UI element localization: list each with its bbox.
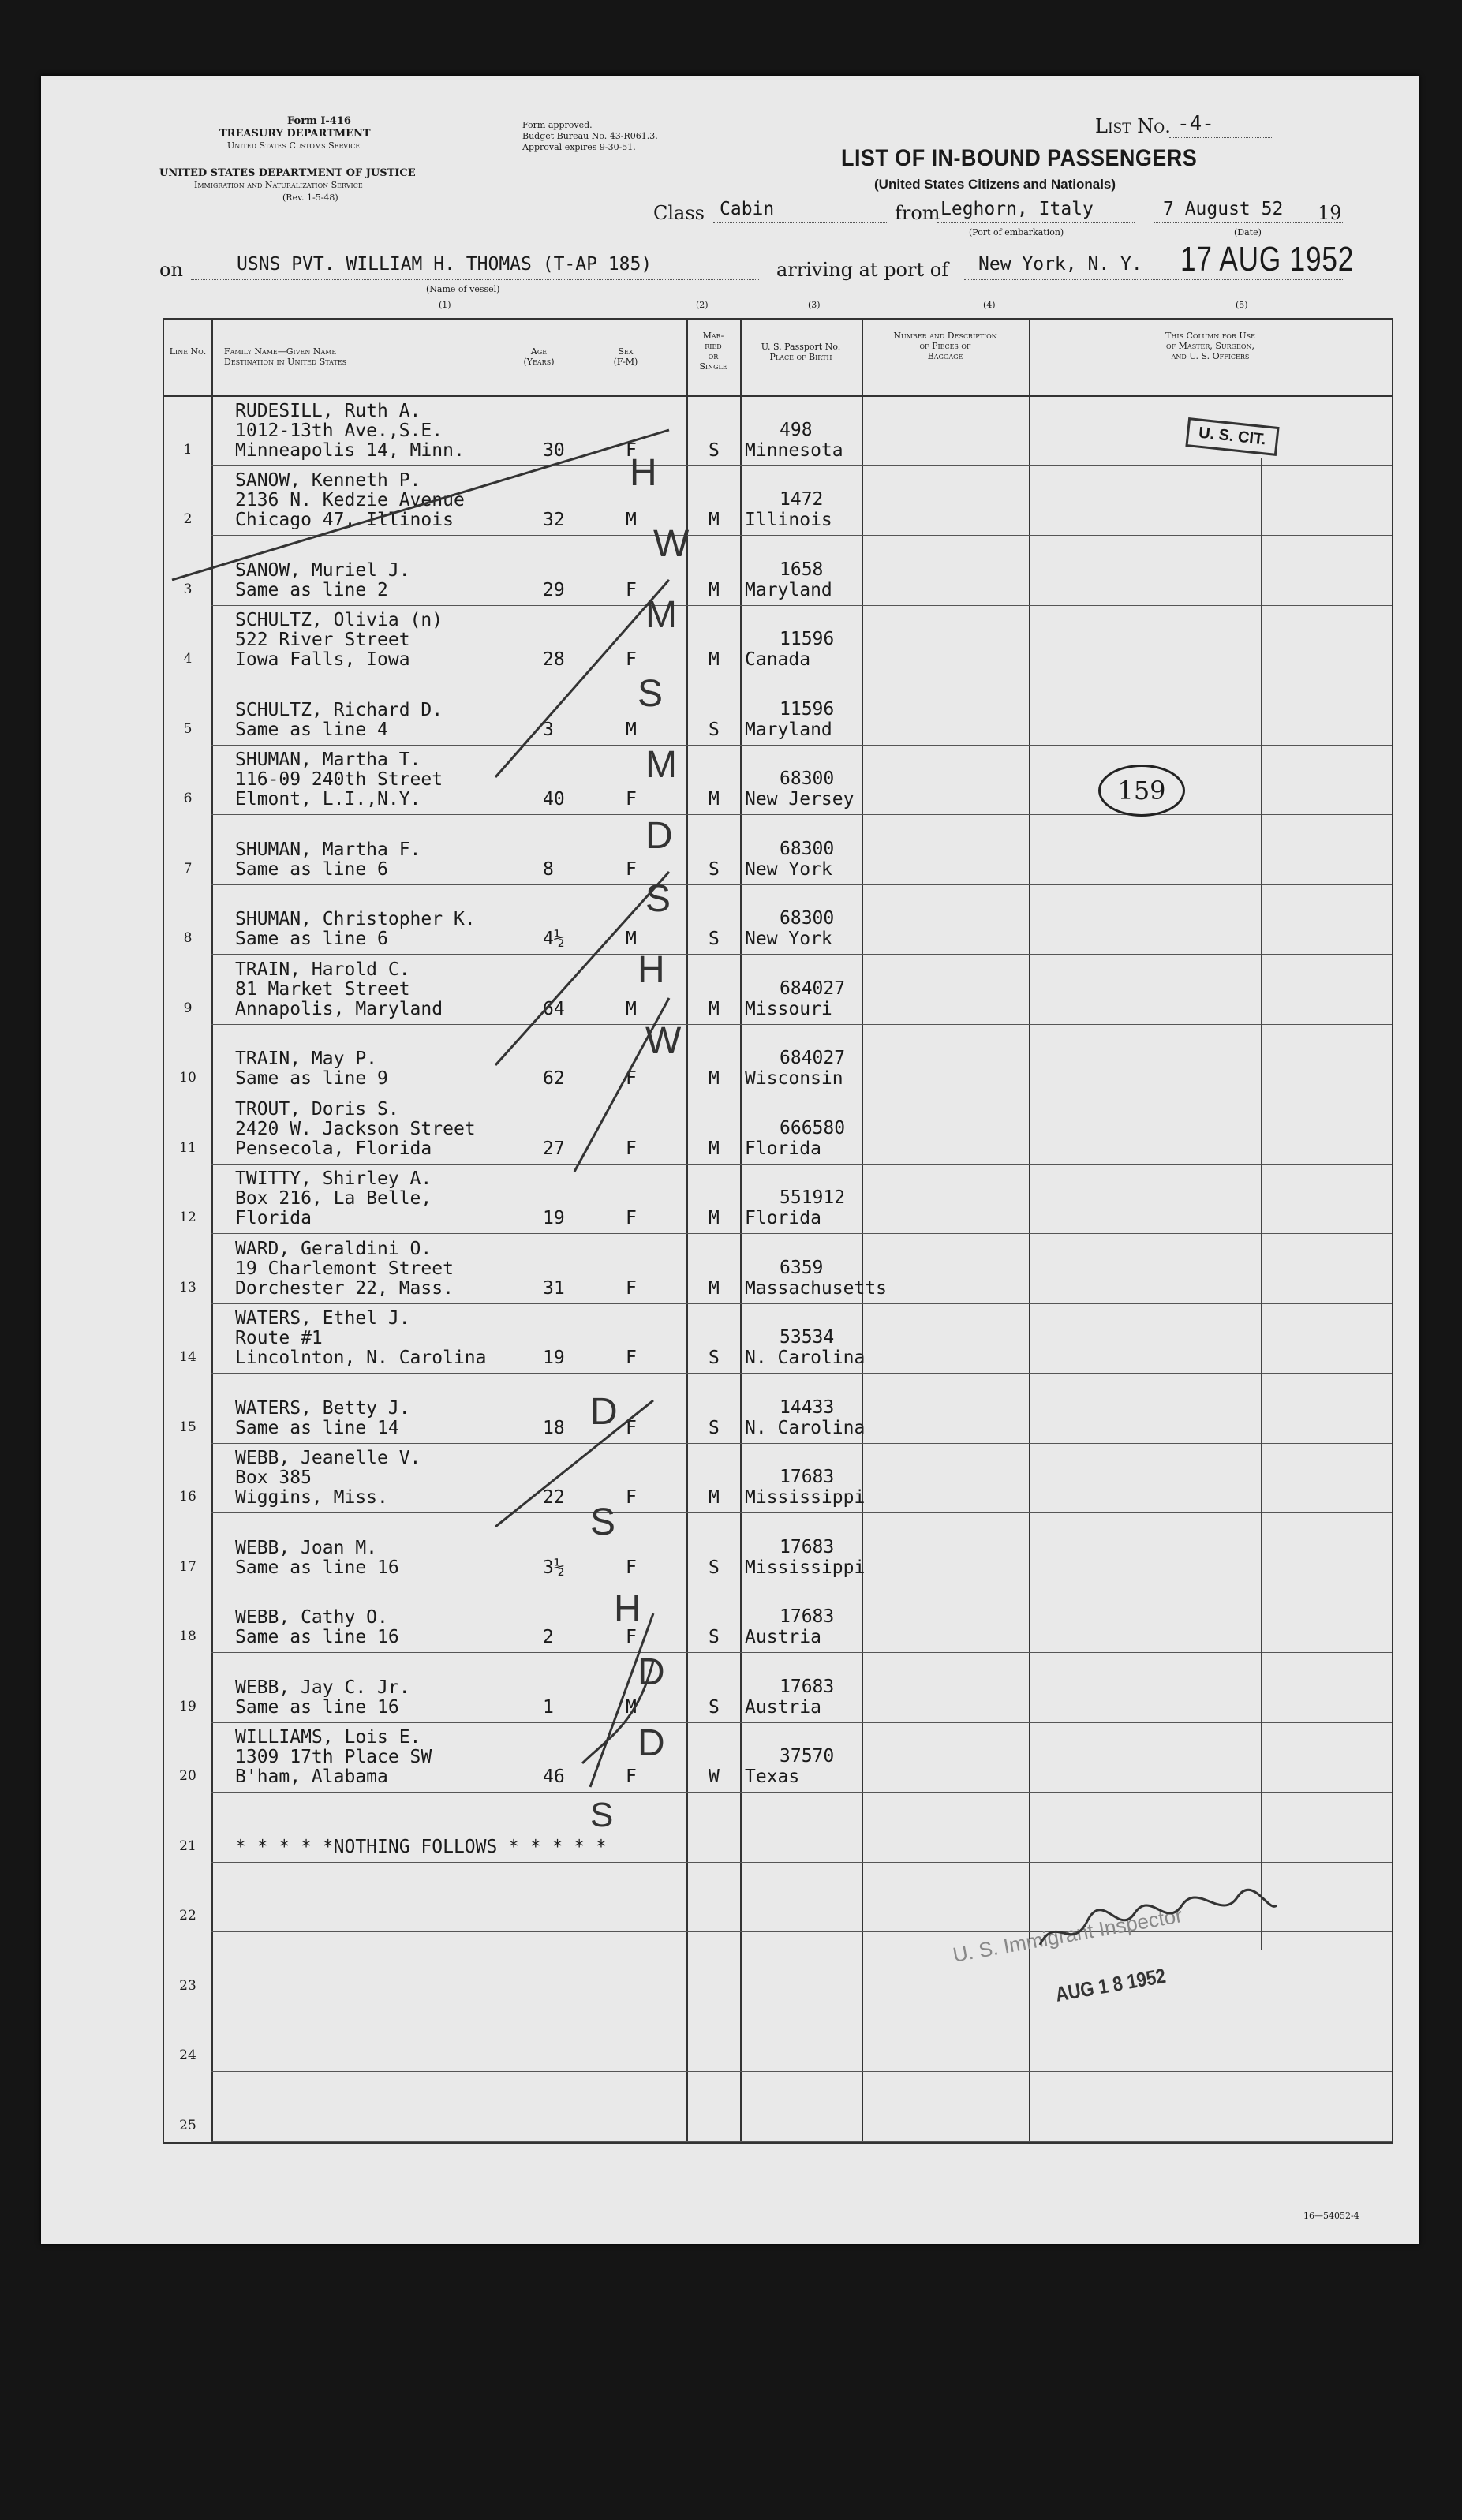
sex-value: M [626,719,637,740]
place-of-birth: Mississippi [745,1487,866,1508]
marital-status: M [709,510,720,530]
passenger-name: WEBB, Jay C. Jr. Same as line 16 [235,1677,410,1718]
marital-status: S [709,1348,720,1368]
place-of-birth: New York [745,858,832,880]
inspection-date-stamp: AUG 1 8 1952 [1053,1963,1168,2006]
marital-status: S [709,719,720,740]
place-of-birth: Austria [745,1627,821,1647]
passenger-name: TROUT, Doris S. 2420 W. Jackson Street Pensecola, Florida [235,1098,476,1159]
form-number: Form I-416 [287,115,351,127]
place-of-birth: Texas [745,1767,800,1787]
dept-line: United States Customs Service [227,140,361,151]
sex-value: M [626,510,637,530]
age-value: 27 [543,1138,565,1159]
place-of-birth: New York [745,929,832,949]
header-sex: Sex (F-M) [613,346,638,367]
place-of-birth: N. Carolina [745,1348,866,1368]
line-number: 4 [183,651,193,667]
passenger-name: TRAIN, May P. Same as line 9 [235,1049,388,1089]
sex-value: F [626,1138,637,1159]
passport-number: 498 [780,419,813,440]
marital-status: M [709,649,720,670]
sex-value: F [626,649,637,670]
marital-status: M [709,789,720,809]
page-subtitle: (United States Citizens and Nationals) [874,177,1116,192]
column-number: (1) [439,300,451,310]
vessel-name: USNS PVT. WILLIAM H. THOMAS (T-AP 185) [237,254,652,275]
header-baggage: Number and Description of Pieces of Baggage [893,331,997,361]
line-number: 7 [183,860,193,877]
line-number: 11 [179,1139,196,1156]
approval-line: Approval expires 9-30-51. [522,142,636,152]
line-number: 21 [179,1838,196,1854]
place-of-birth: Austria [745,1696,821,1718]
passport-number: 68300 [780,768,835,789]
passenger-name: WATERS, Ethel J. Route #1 Lincolnton, N. Carolina [235,1308,487,1368]
sex-value: F [626,858,637,880]
passenger-name: * * * * *NOTHING FOLLOWS * * * * * [235,1836,607,1857]
list-no-label: List No. [1095,115,1171,137]
age-value: 30 [543,439,565,461]
line-number: 15 [179,1419,196,1435]
passenger-name: SANOW, Muriel J. Same as line 2 [235,559,410,600]
passport-number: 684027 [780,978,846,999]
svg-text:H: H [614,1588,641,1630]
passenger-name: WEBB, Cathy O. Same as line 16 [235,1607,399,1647]
header-age: Age (Years) [523,346,555,367]
column-number: (2) [696,300,709,310]
line-number: 2 [183,511,193,527]
sailing-date: 7 August 52 [1163,199,1284,219]
header-line-no: Line No. [169,346,207,357]
column-number: (3) [808,300,821,310]
svg-text:D: D [645,815,673,857]
footer-code: 16—54052-4 [1303,2211,1359,2221]
place-of-birth: Canada [745,649,811,670]
list-no-value: -4- [1177,112,1214,136]
svg-text:H: H [638,949,665,991]
age-value: 31 [543,1277,565,1299]
passport-number: 37570 [780,1746,835,1767]
line-number: 23 [179,1977,196,1994]
passport-number: 11596 [780,698,835,720]
marital-status: S [709,1696,720,1718]
marital-status: M [709,1208,720,1228]
us-citizen-stamp: U. S. CIT. [1185,417,1279,456]
sex-value: F [626,1277,637,1299]
age-value: 4½ [543,929,565,949]
age-value: 18 [543,1417,565,1438]
sex-value: M [626,929,637,949]
class-label: Class [653,202,705,224]
place-of-birth: Mississippi [745,1557,866,1578]
on-label: on [159,259,183,281]
place-of-birth: Florida [745,1138,821,1159]
sex-value: M [626,998,637,1019]
arrival-port: New York, N. Y. [978,254,1142,275]
dept-line: UNITED STATES DEPARTMENT OF JUSTICE [159,167,416,179]
passenger-name: WEBB, Joan M. Same as line 16 [235,1537,399,1578]
svg-text:S: S [590,1796,614,1834]
marital-status: S [709,1417,720,1438]
place-of-birth: Florida [745,1208,821,1228]
passenger-name: TWITTY, Shirley A. Box 216, La Belle, Florida [235,1168,432,1228]
check-marks [164,320,1392,2142]
line-number: 14 [179,1349,196,1365]
passport-number: 68300 [780,838,835,859]
age-value: 28 [543,649,565,670]
header-officers: This Column for Use of Master, Surgeon, and U. S. Officers [1165,331,1255,361]
arrival-date-stamp: 17 AUG 1952 [1180,240,1355,279]
passport-number: 17683 [780,1606,835,1627]
marital-status: M [709,1277,720,1299]
marital-status: S [709,439,720,461]
passport-number: 14433 [780,1396,835,1418]
place-of-birth: Illinois [745,510,832,530]
passport-number: 6359 [780,1257,824,1278]
marital-status: S [709,1627,720,1647]
age-value: 3 [543,719,554,740]
column-number: (5) [1236,300,1248,310]
port-caption: (Port of embarkation) [969,227,1064,237]
line-number: 16 [179,1489,196,1505]
marital-status: M [709,579,720,600]
marital-status: M [709,998,720,1019]
line-number: 25 [179,2117,196,2133]
age-value: 64 [543,998,565,1019]
line-number: 22 [179,1908,196,1924]
marital-status: S [709,1557,720,1578]
place-of-birth: Wisconsin [745,1068,843,1089]
svg-text:D: D [590,1391,618,1433]
passport-number: 53534 [780,1327,835,1348]
place-of-birth: N. Carolina [745,1417,866,1438]
embarkation-port: Leghorn, Italy [940,199,1094,219]
age-value: 2 [543,1627,554,1647]
sex-value: F [626,1068,637,1089]
marital-status: S [709,929,720,949]
date-caption: (Date) [1234,227,1262,237]
vessel-caption: (Name of vessel) [426,284,500,294]
sex-value: F [626,1417,637,1438]
place-of-birth: Minnesota [745,439,843,461]
revision: (Rev. 1-5-48) [282,193,338,203]
sex-value: M [626,1696,637,1718]
line-number: 24 [179,2047,196,2063]
marital-status: S [709,858,720,880]
age-value: 3½ [543,1557,565,1578]
passport-number: 17683 [780,1536,835,1557]
svg-text:D: D [638,1651,665,1693]
passenger-name: SHUMAN, Christopher K. Same as line 6 [235,909,476,949]
passenger-name: SCHULTZ, Olivia (n) 522 River Street Iowa Falls, Iowa [235,610,443,670]
sex-value: F [626,1557,637,1578]
place-of-birth: Maryland [745,579,832,600]
place-of-birth: Missouri [745,998,832,1019]
manifest-page [41,76,1419,2244]
class-value: Cabin [720,199,775,219]
marital-status: M [709,1487,720,1508]
age-value: 19 [543,1348,565,1368]
sex-value: F [626,1208,637,1228]
passenger-name: WARD, Geraldini O. 19 Charlemont Street Dorchester 22, Mass. [235,1238,454,1299]
passenger-name: WEBB, Jeanelle V. Box 385 Wiggins, Miss. [235,1448,421,1508]
arriving-label: arriving at port of [776,259,949,281]
sex-value: F [626,1767,637,1787]
dept-line: Immigration and Naturalization Service [194,180,363,190]
place-of-birth: Massachusetts [745,1277,888,1299]
page-title: LIST OF IN-BOUND PASSENGERS [841,145,1198,171]
age-value: 22 [543,1487,565,1508]
line-number: 3 [183,581,193,597]
line-number: 9 [183,1000,193,1016]
header-name: Family Name—Given Name Destination in United States [224,346,347,367]
from-label: from [895,202,940,224]
passenger-name: SCHULTZ, Richard D. Same as line 4 [235,699,443,740]
svg-text:M: M [645,744,677,786]
svg-text:S: S [590,1501,616,1543]
age-value: 19 [543,1208,565,1228]
passenger-name: SHUMAN, Martha T. 116-09 240th Street Elmont, L.I.,N.Y. [235,750,443,809]
passenger-name: SHUMAN, Martha F. Same as line 6 [235,839,421,880]
column-number: (4) [983,300,996,310]
passenger-name: TRAIN, Harold C. 81 Market Street Annapolis, Maryland [235,959,443,1019]
line-number: 20 [179,1768,196,1784]
dept-line: TREASURY DEPARTMENT [219,128,371,140]
passport-number: 17683 [780,1467,835,1487]
line-number: 1 [183,441,193,458]
passport-number: 684027 [780,1048,846,1068]
svg-text:S: S [645,878,671,920]
inspector-stamp: U. S. Immigrant Inspector [951,1903,1184,1967]
sex-value: F [626,1627,637,1647]
line-number: 19 [179,1698,196,1714]
line-number: 6 [183,791,193,806]
header-passport: U. S. Passport No. Place of Birth [761,342,841,362]
svg-text:W: W [645,1020,682,1062]
line-number: 17 [179,1558,196,1575]
sex-value: F [626,439,637,461]
passport-number: 666580 [780,1117,846,1138]
passport-number: 17683 [780,1676,835,1697]
place-of-birth: Maryland [745,719,832,740]
svg-text:H: H [630,452,657,494]
svg-text:D: D [638,1722,665,1764]
line-number: 10 [179,1070,196,1086]
age-value: 1 [543,1696,554,1718]
marital-status: M [709,1138,720,1159]
passenger-name: WATERS, Betty J. Same as line 14 [235,1397,410,1438]
line-number: 13 [179,1279,196,1296]
svg-text:S: S [638,673,664,715]
svg-text:W: W [653,523,690,565]
sex-value: F [626,789,637,809]
date-suffix: 19 [1318,202,1342,224]
place-of-birth: New Jersey [745,789,854,809]
approval-line: Form approved. [522,120,593,130]
marital-status: W [709,1767,720,1787]
sex-value: F [626,1487,637,1508]
age-value: 40 [543,789,565,809]
passport-number: 68300 [780,908,835,929]
passenger-name: WILLIAMS, Lois E. 1309 17th Place SW B'ham, Alabama [235,1727,432,1787]
header-married: Mar- ried or Single [699,331,727,372]
svg-text:M: M [645,594,677,636]
sex-value: F [626,1348,637,1368]
line-number: 12 [179,1210,196,1225]
line-number: 18 [179,1628,196,1644]
passenger-name: RUDESILL, Ruth A. 1012-13th Ave.,S.E. Minneapolis 14, Minn. [235,400,465,461]
age-value: 8 [543,858,554,880]
age-value: 29 [543,579,565,600]
passport-number: 551912 [780,1187,846,1208]
age-value: 62 [543,1068,565,1089]
sex-value: F [626,579,637,600]
marital-status: M [709,1068,720,1089]
count-circle: 159 [1098,765,1185,817]
passenger-name: SANOW, Kenneth P. 2136 N. Kedzie Avenue Chicago 47, Illinois [235,470,465,530]
passenger-table [163,318,1393,2144]
line-number: 8 [183,930,193,946]
age-value: 46 [543,1767,565,1787]
passport-number: 1658 [780,559,824,580]
passport-number: 11596 [780,629,835,649]
passport-number: 1472 [780,489,824,510]
line-number: 5 [183,720,193,737]
age-value: 32 [543,510,565,530]
approval-line: Budget Bureau No. 43-R061.3. [522,131,658,141]
